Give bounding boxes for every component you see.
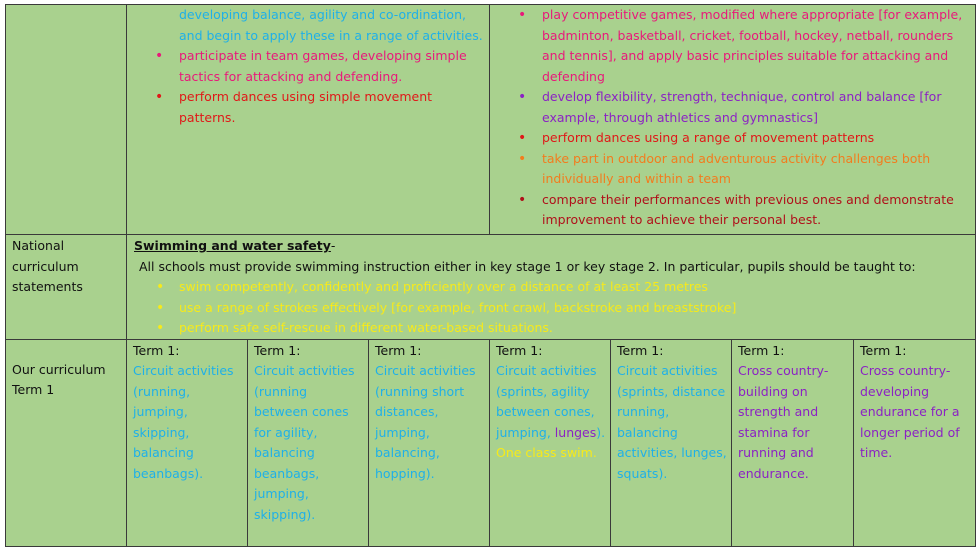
national-label-cell — [6, 235, 127, 340]
term-heading: Term 1: — [133, 342, 180, 358]
term-cell-year4 — [611, 339, 732, 546]
ks2-objective-item: • perform dances using a range of movement patterns — [490, 128, 975, 149]
ks1-objective-item: developing balance, agility and co-ordination, and begin to apply these in a range of activities. — [179, 7, 483, 43]
objectives-label-cell — [6, 5, 127, 235]
bullet-dot-icon: • — [518, 89, 527, 105]
term-body: Circuit activities (running between cones for agility, balancing beanbags, jumping, skipping). — [254, 363, 355, 522]
term-heading: Term 1: — [496, 342, 543, 358]
swimming-heading-line — [134, 236, 971, 257]
term-body: Circuit activities (running, jumping, skipping, balancing beanbags). — [133, 363, 234, 481]
bullet-dot-icon: • — [518, 150, 527, 167]
term-body: Circuit activities (sprints, distance running, balancing activities, lunges, squats). — [617, 363, 727, 481]
swimming-item: • swim competently, confidently and proficiently over a distance of at least 25 metres — [134, 277, 971, 298]
ks2-objectives-list — [490, 5, 975, 231]
term-body: Circuit activities (sprints, agility between cones, jumping, lunges). One class swim. — [496, 363, 606, 460]
term-cell-year6 — [854, 339, 976, 546]
term-extra: One class swim. — [496, 445, 597, 460]
bullet-dot-icon: • — [156, 299, 165, 316]
term-cell-year5 — [732, 339, 854, 546]
term-heading: Term 1: — [375, 342, 422, 358]
bullet-dot-icon: • — [156, 279, 165, 295]
term-label-cell — [6, 339, 127, 546]
bullet-dot-icon: • — [518, 191, 527, 208]
term-cell-year2 — [369, 339, 490, 546]
term-heading: Term 1: — [617, 342, 664, 358]
ks2-objective-item: • take part in outdoor and adventurous activity challenges both individually and within a team — [518, 150, 931, 186]
term-heading: Term 1: — [860, 342, 907, 358]
swimming-item: • use a range of strokes effectively [for example, front crawl, backstroke and breaststroke] — [134, 298, 971, 319]
bullet-dot-icon: • — [518, 130, 527, 146]
ks1-objective-item: • perform dances using simple movement patterns. — [155, 89, 433, 125]
national-label: National curriculum statements — [12, 238, 83, 294]
term-body: Circuit activities (running short distances, jumping, balancing, hopping). — [375, 363, 476, 481]
ks1-objectives-cell — [127, 5, 490, 235]
curriculum-table — [5, 4, 976, 547]
ks2-objective-item: • play competitive games, modified where appropriate [for example, badminton, basketball, cricket, football, hockey, netball, rounders and tennis], and apply basic principles suitable for attacking and defending — [518, 7, 963, 84]
swimming-heading-suffix: - — [330, 238, 336, 253]
ks1-objectives-list — [127, 5, 489, 128]
bullet-dot-icon: • — [155, 48, 164, 64]
ks1-objective-item: • participate in team games, developing simple tactics for attacking and defending. — [155, 48, 467, 84]
term-cell-year1 — [248, 339, 369, 546]
term-heading: Term 1: — [738, 342, 785, 358]
ks2-objective-item: • develop flexibility, strength, technique, control and balance [for example, through athletics and gymnastics] — [518, 89, 942, 125]
swimming-cell — [127, 235, 976, 340]
term-heading: Term 1: — [254, 342, 301, 358]
objectives-row — [6, 5, 976, 235]
ks2-objectives-cell — [490, 5, 976, 235]
national-row — [6, 235, 976, 340]
bullet-dot-icon: • — [155, 89, 164, 105]
term-row — [6, 339, 976, 546]
term-cell-year3 — [490, 339, 611, 546]
swimming-list — [134, 277, 971, 339]
swimming-heading: Swimming and water safety — [134, 238, 331, 253]
bullet-dot-icon: • — [518, 7, 527, 23]
term-body: Cross country- building on strength and stamina for running and endurance. — [738, 363, 829, 481]
ks2-objective-item: • compare their performances with previous ones and demonstrate improvement to achieve their personal best. — [518, 191, 954, 227]
term-body: Cross country- developing endurance for a longer period of time. — [860, 363, 960, 460]
term-label: Our curriculum Term 1 — [12, 361, 106, 397]
term-cell-reception — [127, 339, 248, 546]
bullet-dot-icon: • — [156, 320, 165, 336]
swimming-intro: All schools must provide swimming instruction either in key stage 1 or key stage 2. In particular, pupils should be taught to: — [139, 258, 916, 274]
swimming-item: • perform safe self-rescue in different water-based situations. — [134, 318, 971, 339]
